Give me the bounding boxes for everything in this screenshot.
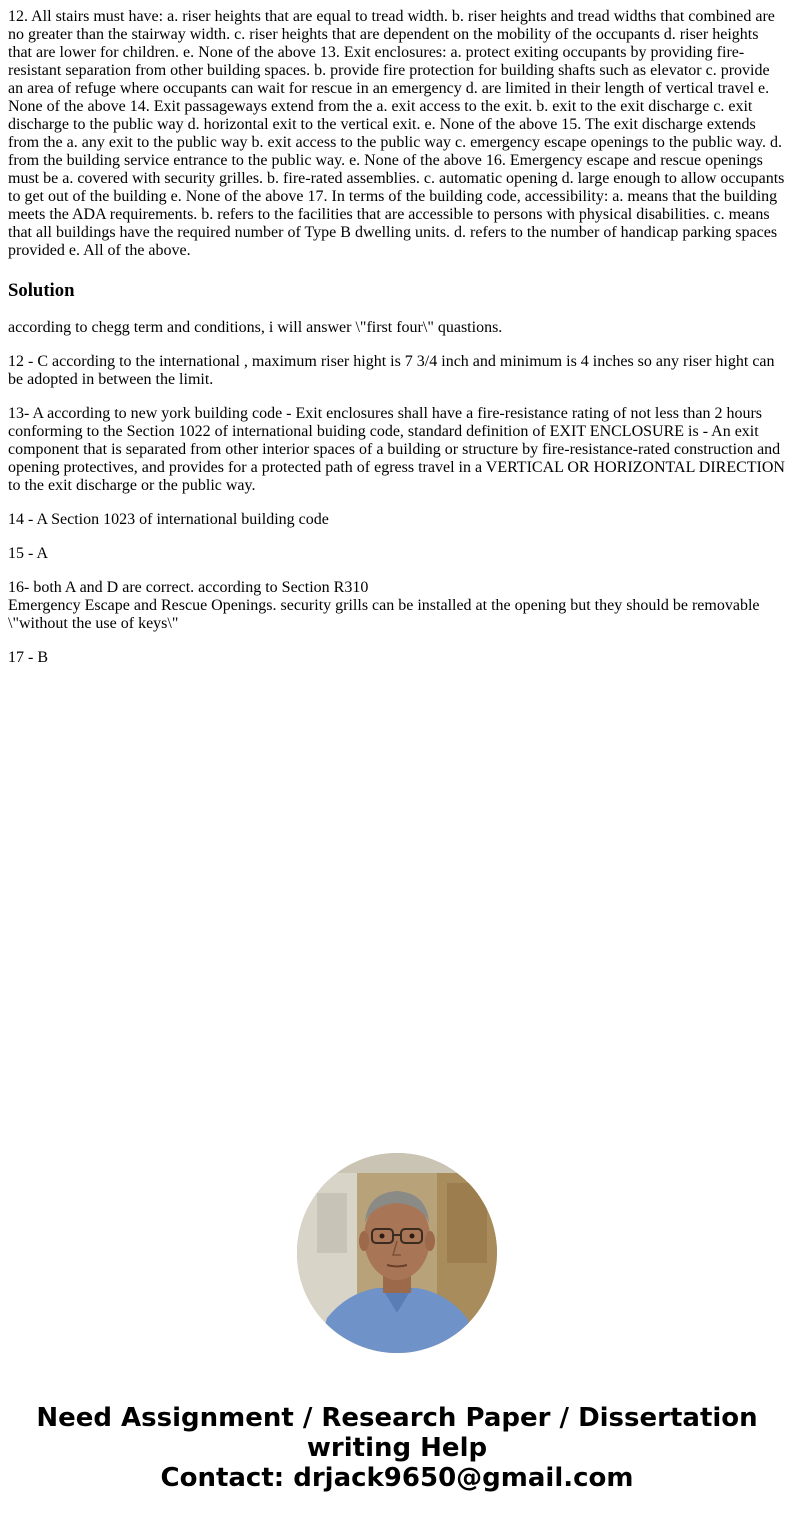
answer-17: 17 - B [8,649,48,666]
promo-line-1: Need Assignment / Research Paper / Dissertation [36,1403,758,1433]
answer-intro: according to chegg term and conditions, i will answer \"first four\" quastions. [8,319,503,336]
answer-15: 15 - A [8,545,48,562]
promo-banner [0,1403,794,1493]
solution-heading: Solution [8,280,75,301]
promo-contact: Contact: drjack9650@gmail.com [160,1463,634,1493]
author-photo [297,1153,497,1353]
answer-12: 12 - C according to the international , maximum riser hight is 7 3/4 inch and minimum is 4 inches so any riser hight can be adopted in between the limit. [8,353,775,388]
answer-16-line1: 16- both A and D are correct. according to Section R310 [8,579,369,596]
answer-16-line2: Emergency Escape and Rescue Openings. security grills can be installed at the opening but they should be removable \"without the use of keys\" [8,597,760,632]
answer-13: 13- A according to new york building code - Exit enclosures shall have a fire-resistance rating of not less than 2 hours conforming to the Section 1022 of international buiding code, standard definition of EXIT ENCLOSURE is - An exit component that is separated from other interior spaces of a building or structure by fire-resistance-rated construction and opening protectives, and provides for a protected path of egress travel in a VERTICAL OR HORIZONTAL DIRECTION to the exit discharge or the public way. [8,405,785,494]
question-text: 12. All stairs must have: a. riser heights that are equal to tread width. b. riser heights and tread widths that combined are no greater than the stairway width. c. riser heights that are dependent on the mobility of the occupants d. riser heights that are lower for children. e. None of the above 13. Exit enclosures: a. protect exiting occupants by providing fire-resistant separation from other building spaces. b. provide fire protection for building shafts such as elevator c. provide an area of refuge where occupants can wait for rescue in an emergency d. are limited in their length of vertical travel e. None of the above 14. Exit passageways extend from the a. exit access to the exit. b. exit to the exit discharge c. exit discharge to the public way d. horizontal exit to the vertical exit. e. None of the above 15. The exit discharge extends from the a. any exit to the public way b. exit access to the public way c. emergency escape openings to the public way. d. from the building service entrance to the public way. e. None of the above 16. Emergency escape and rescue openings must be a. covered with security grilles. b. fire-rated assemblies. c. automatic opening d. large enough to allow occupants to get out of the building e. None of the above 17. In terms of the building code, accessibility: a. means that the building meets the ADA requirements. b. refers to the facilities that are accessible to persons with physical disabilities. c. means that all buildings have the required number of Type B dwelling units. d. refers to the number of handicap parking spaces provided e. All of the above. [8,8,785,259]
answer-14: 14 - A Section 1023 of international building code [8,511,329,528]
answer-16 [8,579,786,633]
author-portrait-image [297,1153,497,1353]
promo-line-2: writing Help [306,1433,488,1463]
document-content [8,8,786,683]
